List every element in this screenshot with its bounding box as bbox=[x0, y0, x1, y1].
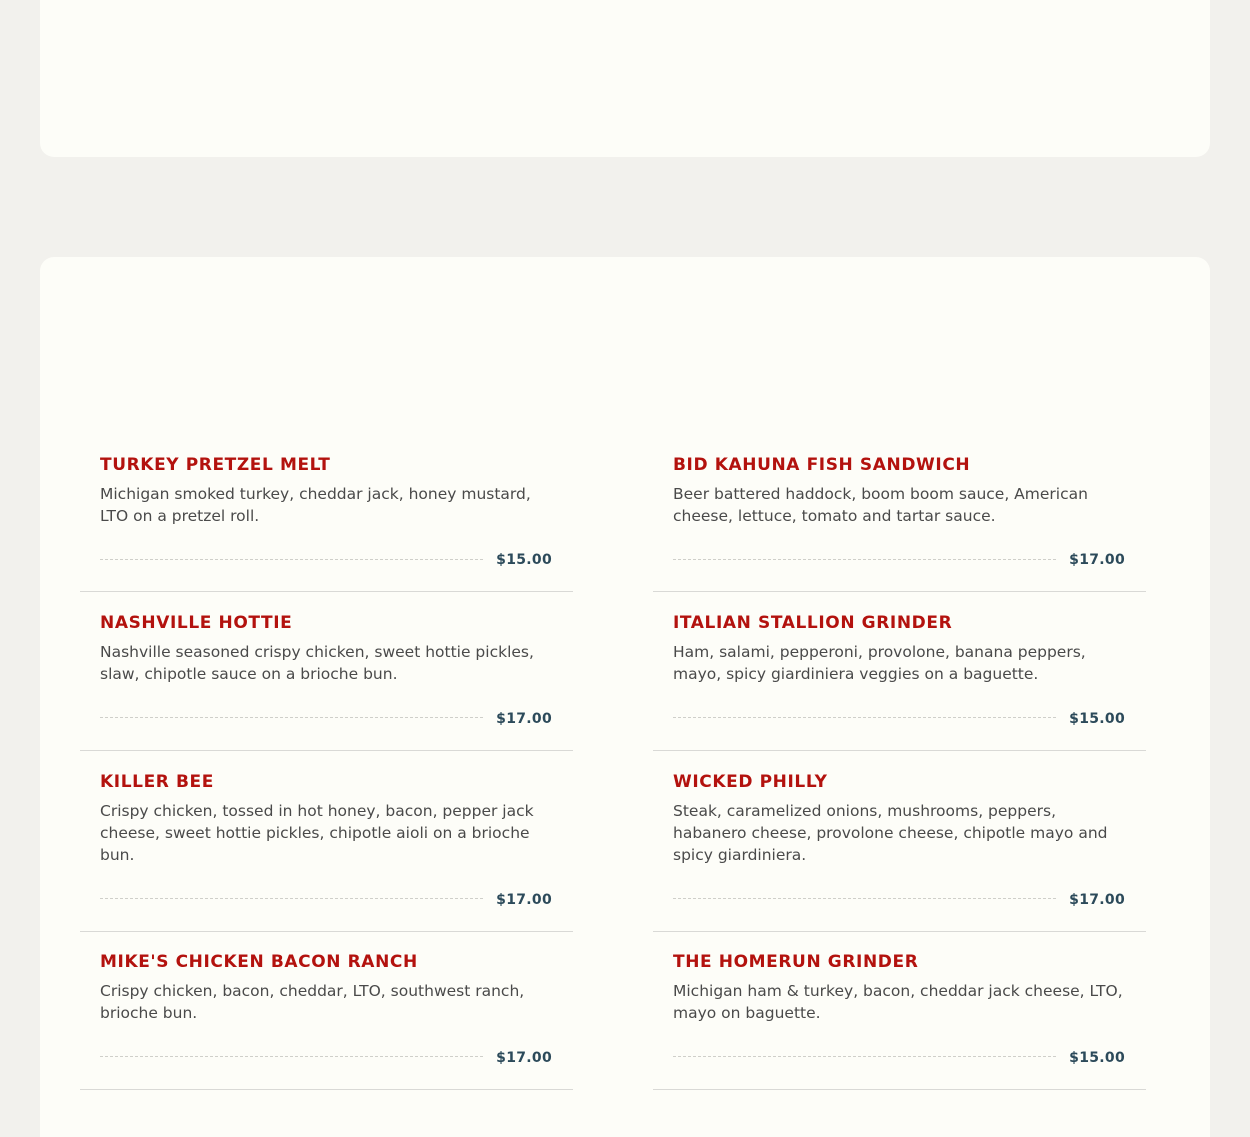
menu-item-dotted-leader bbox=[673, 559, 1056, 560]
menu-item-description: Nashville seasoned crispy chicken, sweet hottie pickles, slaw, chipotle sauce on a brioche bun. bbox=[100, 643, 534, 683]
menu-item-name: MIKE'S CHICKEN BACON RANCH bbox=[100, 952, 418, 972]
menu-item-dotted-leader bbox=[100, 1056, 483, 1057]
menu-item-price: $15.00 bbox=[1069, 711, 1125, 727]
menu-item bbox=[80, 950, 573, 1090]
menu-item-dotted-leader bbox=[673, 898, 1056, 899]
menu-item-name: THE HOMERUN GRINDER bbox=[673, 952, 919, 972]
menu-item-description: Michigan ham & turkey, bacon, cheddar jack cheese, LTO, mayo on baguette. bbox=[673, 982, 1123, 1022]
menu-item-price: $17.00 bbox=[496, 892, 552, 908]
menu-item-price: $17.00 bbox=[496, 1050, 552, 1066]
menu-item bbox=[80, 453, 573, 592]
menu-item-name: KILLER BEE bbox=[100, 772, 214, 792]
menu-item-name: WICKED PHILLY bbox=[673, 772, 828, 792]
menu-item-name: NASHVILLE HOTTIE bbox=[100, 613, 293, 633]
menu-item-name: BID KAHUNA FISH SANDWICH bbox=[673, 455, 971, 475]
menu-item-description: Steak, caramelized onions, mushrooms, peppers, habanero cheese, provolone cheese, chipotle mayo and spicy giardiniera. bbox=[673, 802, 1108, 864]
menu-item-description: Beer battered haddock, boom boom sauce, American cheese, lettuce, tomato and tartar sauce. bbox=[673, 485, 1088, 525]
menu-item-name: ITALIAN STALLION GRINDER bbox=[673, 613, 953, 633]
menu-item-price: $17.00 bbox=[1069, 552, 1125, 568]
menu-item-dotted-leader bbox=[100, 717, 483, 718]
menu-item-description: Crispy chicken, tossed in hot honey, bacon, pepper jack cheese, sweet hottie pickles, chipotle aioli on a brioche bun. bbox=[100, 802, 534, 864]
menu-item-price: $17.00 bbox=[1069, 892, 1125, 908]
menu-item-dotted-leader bbox=[673, 1056, 1056, 1057]
menu-item-description: Crispy chicken, bacon, cheddar, LTO, southwest ranch, brioche bun. bbox=[100, 982, 525, 1022]
menu-item-description: Michigan smoked turkey, cheddar jack, honey mustard, LTO on a pretzel roll. bbox=[100, 485, 531, 525]
menu-item bbox=[80, 770, 573, 932]
menu-item-dotted-leader bbox=[100, 898, 483, 899]
menu-item-price: $15.00 bbox=[1069, 1050, 1125, 1066]
menu-item-price: $17.00 bbox=[496, 711, 552, 727]
menu-item-dotted-leader bbox=[100, 559, 483, 560]
menu-item bbox=[653, 453, 1146, 592]
menu-item-price: $15.00 bbox=[496, 552, 552, 568]
menu-item bbox=[80, 611, 573, 751]
menu-item bbox=[653, 611, 1146, 751]
menu-item bbox=[653, 770, 1146, 932]
top-card bbox=[40, 0, 1210, 157]
menu-item-description: Ham, salami, pepperoni, provolone, banana peppers, mayo, spicy giardiniera veggies on a baguette. bbox=[673, 643, 1086, 683]
menu-item-name: TURKEY PRETZEL MELT bbox=[100, 455, 331, 475]
menu-item-dotted-leader bbox=[673, 717, 1056, 718]
menu-item bbox=[653, 950, 1146, 1090]
